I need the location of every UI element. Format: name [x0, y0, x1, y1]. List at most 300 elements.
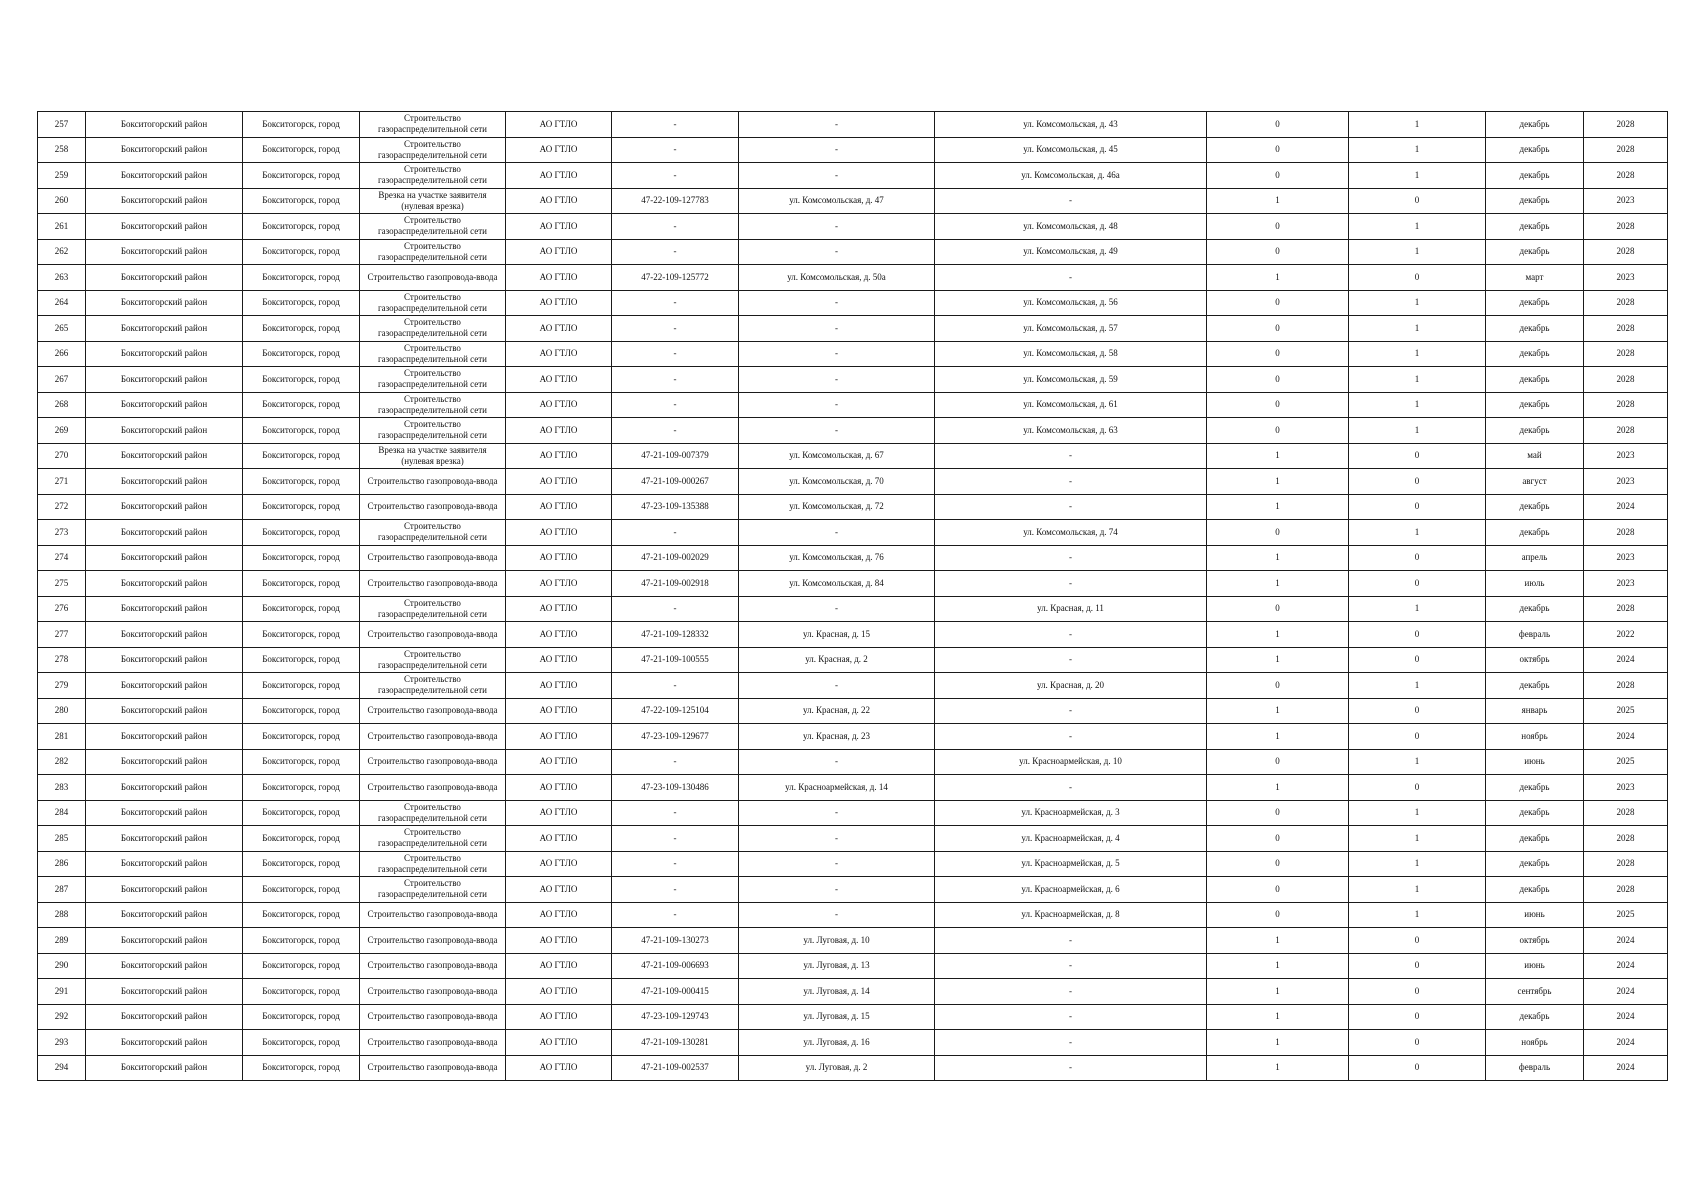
- network-address-cell: ул. Красноармейская, д. 5: [935, 851, 1207, 877]
- work-type-cell: Строительство газопровода-ввода: [360, 979, 506, 1005]
- row-number-cell: 282: [38, 749, 86, 775]
- count-network-cell: 1: [1349, 214, 1486, 240]
- month-cell: декабрь: [1486, 520, 1584, 546]
- count-network-cell: 0: [1349, 545, 1486, 571]
- work-type-cell: Строительство газораспределительной сети: [360, 112, 506, 138]
- organization-cell: АО ГТЛО: [506, 902, 612, 928]
- district-cell: Бокситогорский район: [86, 520, 243, 546]
- year-cell: 2023: [1584, 775, 1668, 801]
- applicant-address-cell: -: [739, 239, 935, 265]
- row-number-cell: 284: [38, 800, 86, 826]
- work-type-cell: Строительство газораспределительной сети: [360, 316, 506, 342]
- applicant-address-cell: ул. Комсомольская, д. 47: [739, 188, 935, 214]
- year-cell: 2028: [1584, 214, 1668, 240]
- locality-cell: Бокситогорск, город: [243, 851, 360, 877]
- count-network-cell: 0: [1349, 494, 1486, 520]
- table-row: [38, 520, 1668, 546]
- month-cell: декабрь: [1486, 775, 1584, 801]
- count-input-cell: 1: [1207, 1055, 1349, 1081]
- row-number-cell: 287: [38, 877, 86, 903]
- count-network-cell: 0: [1349, 1030, 1486, 1056]
- month-cell: февраль: [1486, 622, 1584, 648]
- applicant-address-cell: ул. Луговая, д. 15: [739, 1004, 935, 1030]
- organization-cell: АО ГТЛО: [506, 979, 612, 1005]
- row-number-cell: 258: [38, 137, 86, 163]
- network-address-cell: ул. Комсомольская, д. 43: [935, 112, 1207, 138]
- applicant-address-cell: -: [739, 290, 935, 316]
- year-cell: 2024: [1584, 979, 1668, 1005]
- year-cell: 2028: [1584, 290, 1668, 316]
- work-type-cell: Строительство газопровода-ввода: [360, 1004, 506, 1030]
- application-number-cell: -: [612, 596, 739, 622]
- network-address-cell: ул. Комсомольская, д. 46а: [935, 163, 1207, 189]
- network-address-cell: -: [935, 494, 1207, 520]
- count-network-cell: 1: [1349, 418, 1486, 444]
- network-address-cell: -: [935, 698, 1207, 724]
- count-network-cell: 0: [1349, 647, 1486, 673]
- application-number-cell: 47-21-109-007379: [612, 443, 739, 469]
- table-row: [38, 902, 1668, 928]
- count-network-cell: 1: [1349, 163, 1486, 189]
- month-cell: декабрь: [1486, 290, 1584, 316]
- month-cell: июль: [1486, 571, 1584, 597]
- application-number-cell: -: [612, 877, 739, 903]
- organization-cell: АО ГТЛО: [506, 341, 612, 367]
- year-cell: 2024: [1584, 724, 1668, 750]
- district-cell: Бокситогорский район: [86, 647, 243, 673]
- row-number-cell: 278: [38, 647, 86, 673]
- table-row: [38, 775, 1668, 801]
- month-cell: декабрь: [1486, 392, 1584, 418]
- row-number-cell: 277: [38, 622, 86, 648]
- work-type-cell: Строительство газопровода-ввода: [360, 622, 506, 648]
- row-number-cell: 265: [38, 316, 86, 342]
- organization-cell: АО ГТЛО: [506, 1030, 612, 1056]
- year-cell: 2028: [1584, 163, 1668, 189]
- work-type-cell: Строительство газораспределительной сети: [360, 673, 506, 699]
- count-input-cell: 0: [1207, 520, 1349, 546]
- count-input-cell: 1: [1207, 928, 1349, 954]
- year-cell: 2024: [1584, 647, 1668, 673]
- locality-cell: Бокситогорск, город: [243, 724, 360, 750]
- count-network-cell: 1: [1349, 826, 1486, 852]
- locality-cell: Бокситогорск, город: [243, 826, 360, 852]
- month-cell: декабрь: [1486, 367, 1584, 393]
- network-address-cell: ул. Комсомольская, д. 48: [935, 214, 1207, 240]
- year-cell: 2024: [1584, 1004, 1668, 1030]
- year-cell: 2028: [1584, 112, 1668, 138]
- table-row: [38, 622, 1668, 648]
- row-number-cell: 291: [38, 979, 86, 1005]
- count-input-cell: 0: [1207, 902, 1349, 928]
- organization-cell: АО ГТЛО: [506, 265, 612, 291]
- count-input-cell: 1: [1207, 188, 1349, 214]
- count-network-cell: 1: [1349, 367, 1486, 393]
- locality-cell: Бокситогорск, город: [243, 214, 360, 240]
- year-cell: 2025: [1584, 749, 1668, 775]
- table-row: [38, 851, 1668, 877]
- applicant-address-cell: -: [739, 137, 935, 163]
- month-cell: март: [1486, 265, 1584, 291]
- row-number-cell: 269: [38, 418, 86, 444]
- applicant-address-cell: -: [739, 392, 935, 418]
- applicant-address-cell: -: [739, 851, 935, 877]
- row-number-cell: 264: [38, 290, 86, 316]
- district-cell: Бокситогорский район: [86, 775, 243, 801]
- month-cell: декабрь: [1486, 418, 1584, 444]
- row-number-cell: 257: [38, 112, 86, 138]
- month-cell: декабрь: [1486, 239, 1584, 265]
- work-type-cell: Строительство газораспределительной сети: [360, 826, 506, 852]
- district-cell: Бокситогорский район: [86, 698, 243, 724]
- district-cell: Бокситогорский район: [86, 800, 243, 826]
- count-input-cell: 1: [1207, 265, 1349, 291]
- year-cell: 2028: [1584, 392, 1668, 418]
- network-address-cell: -: [935, 928, 1207, 954]
- year-cell: 2028: [1584, 673, 1668, 699]
- count-input-cell: 0: [1207, 826, 1349, 852]
- count-input-cell: 0: [1207, 214, 1349, 240]
- table-row: [38, 1055, 1668, 1081]
- count-input-cell: 0: [1207, 851, 1349, 877]
- network-address-cell: ул. Комсомольская, д. 63: [935, 418, 1207, 444]
- application-number-cell: -: [612, 520, 739, 546]
- locality-cell: Бокситогорск, город: [243, 979, 360, 1005]
- network-address-cell: ул. Комсомольская, д. 61: [935, 392, 1207, 418]
- count-network-cell: 1: [1349, 239, 1486, 265]
- work-type-cell: Строительство газопровода-ввода: [360, 698, 506, 724]
- organization-cell: АО ГТЛО: [506, 469, 612, 495]
- work-type-cell: Строительство газораспределительной сети: [360, 163, 506, 189]
- district-cell: Бокситогорский район: [86, 953, 243, 979]
- application-number-cell: 47-21-109-000267: [612, 469, 739, 495]
- year-cell: 2028: [1584, 596, 1668, 622]
- district-cell: Бокситогорский район: [86, 341, 243, 367]
- locality-cell: Бокситогорск, город: [243, 953, 360, 979]
- work-type-cell: Строительство газопровода-ввода: [360, 469, 506, 495]
- count-network-cell: 0: [1349, 188, 1486, 214]
- count-input-cell: 1: [1207, 724, 1349, 750]
- applicant-address-cell: ул. Красная, д. 15: [739, 622, 935, 648]
- month-cell: декабрь: [1486, 137, 1584, 163]
- year-cell: 2024: [1584, 1030, 1668, 1056]
- applicant-address-cell: ул. Луговая, д. 13: [739, 953, 935, 979]
- count-input-cell: 0: [1207, 112, 1349, 138]
- count-network-cell: 1: [1349, 902, 1486, 928]
- table-row: [38, 826, 1668, 852]
- network-address-cell: ул. Комсомольская, д. 49: [935, 239, 1207, 265]
- locality-cell: Бокситогорск, город: [243, 571, 360, 597]
- network-address-cell: ул. Комсомольская, д. 57: [935, 316, 1207, 342]
- work-type-cell: Строительство газопровода-ввода: [360, 902, 506, 928]
- network-address-cell: -: [935, 443, 1207, 469]
- district-cell: Бокситогорский район: [86, 928, 243, 954]
- count-input-cell: 0: [1207, 596, 1349, 622]
- applicant-address-cell: -: [739, 367, 935, 393]
- network-address-cell: ул. Красноармейская, д. 3: [935, 800, 1207, 826]
- year-cell: 2023: [1584, 469, 1668, 495]
- applicant-address-cell: -: [739, 163, 935, 189]
- count-network-cell: 0: [1349, 953, 1486, 979]
- row-number-cell: 268: [38, 392, 86, 418]
- district-cell: Бокситогорский район: [86, 367, 243, 393]
- year-cell: 2023: [1584, 571, 1668, 597]
- work-type-cell: Строительство газораспределительной сети: [360, 851, 506, 877]
- count-input-cell: 1: [1207, 1030, 1349, 1056]
- locality-cell: Бокситогорск, город: [243, 265, 360, 291]
- district-cell: Бокситогорский район: [86, 239, 243, 265]
- locality-cell: Бокситогорск, город: [243, 673, 360, 699]
- organization-cell: АО ГТЛО: [506, 188, 612, 214]
- month-cell: декабрь: [1486, 214, 1584, 240]
- application-number-cell: -: [612, 902, 739, 928]
- district-cell: Бокситогорский район: [86, 622, 243, 648]
- organization-cell: АО ГТЛО: [506, 953, 612, 979]
- row-number-cell: 263: [38, 265, 86, 291]
- application-number-cell: -: [612, 214, 739, 240]
- organization-cell: АО ГТЛО: [506, 698, 612, 724]
- month-cell: ноябрь: [1486, 724, 1584, 750]
- organization-cell: АО ГТЛО: [506, 571, 612, 597]
- count-input-cell: 0: [1207, 877, 1349, 903]
- application-number-cell: -: [612, 316, 739, 342]
- row-number-cell: 285: [38, 826, 86, 852]
- district-cell: Бокситогорский район: [86, 749, 243, 775]
- applicant-address-cell: ул. Красноармейская, д. 14: [739, 775, 935, 801]
- district-cell: Бокситогорский район: [86, 724, 243, 750]
- locality-cell: Бокситогорск, город: [243, 316, 360, 342]
- count-input-cell: 0: [1207, 137, 1349, 163]
- organization-cell: АО ГТЛО: [506, 724, 612, 750]
- count-network-cell: 0: [1349, 1004, 1486, 1030]
- district-cell: Бокситогорский район: [86, 418, 243, 444]
- table-row: [38, 1004, 1668, 1030]
- work-type-cell: Строительство газораспределительной сети: [360, 367, 506, 393]
- work-type-cell: Строительство газораспределительной сети: [360, 137, 506, 163]
- year-cell: 2028: [1584, 851, 1668, 877]
- work-type-cell: Строительство газораспределительной сети: [360, 418, 506, 444]
- locality-cell: Бокситогорск, город: [243, 469, 360, 495]
- year-cell: 2028: [1584, 418, 1668, 444]
- applicant-address-cell: -: [739, 596, 935, 622]
- network-address-cell: -: [935, 953, 1207, 979]
- application-number-cell: -: [612, 392, 739, 418]
- organization-cell: АО ГТЛО: [506, 112, 612, 138]
- table-row: [38, 265, 1668, 291]
- row-number-cell: 279: [38, 673, 86, 699]
- applicant-address-cell: ул. Комсомольская, д. 72: [739, 494, 935, 520]
- locality-cell: Бокситогорск, город: [243, 545, 360, 571]
- year-cell: 2024: [1584, 928, 1668, 954]
- count-network-cell: 0: [1349, 979, 1486, 1005]
- row-number-cell: 286: [38, 851, 86, 877]
- district-cell: Бокситогорский район: [86, 392, 243, 418]
- count-input-cell: 0: [1207, 749, 1349, 775]
- row-number-cell: 292: [38, 1004, 86, 1030]
- organization-cell: АО ГТЛО: [506, 290, 612, 316]
- row-number-cell: 272: [38, 494, 86, 520]
- month-cell: август: [1486, 469, 1584, 495]
- table-row: [38, 953, 1668, 979]
- applicant-address-cell: -: [739, 214, 935, 240]
- count-network-cell: 1: [1349, 673, 1486, 699]
- district-cell: Бокситогорский район: [86, 1030, 243, 1056]
- applicant-address-cell: -: [739, 673, 935, 699]
- count-input-cell: 0: [1207, 163, 1349, 189]
- work-type-cell: Врезка на участке заявителя (нулевая врезка): [360, 443, 506, 469]
- count-network-cell: 0: [1349, 928, 1486, 954]
- locality-cell: Бокситогорск, город: [243, 749, 360, 775]
- year-cell: 2028: [1584, 137, 1668, 163]
- organization-cell: АО ГТЛО: [506, 545, 612, 571]
- district-cell: Бокситогорский район: [86, 188, 243, 214]
- year-cell: 2028: [1584, 239, 1668, 265]
- table-row: [38, 673, 1668, 699]
- count-input-cell: 0: [1207, 341, 1349, 367]
- table-row: [38, 800, 1668, 826]
- count-network-cell: 1: [1349, 316, 1486, 342]
- district-cell: Бокситогорский район: [86, 851, 243, 877]
- application-number-cell: -: [612, 239, 739, 265]
- applicant-address-cell: -: [739, 112, 935, 138]
- year-cell: 2028: [1584, 826, 1668, 852]
- application-number-cell: -: [612, 112, 739, 138]
- locality-cell: Бокситогорск, город: [243, 290, 360, 316]
- locality-cell: Бокситогорск, город: [243, 520, 360, 546]
- organization-cell: АО ГТЛО: [506, 316, 612, 342]
- organization-cell: АО ГТЛО: [506, 392, 612, 418]
- year-cell: 2023: [1584, 443, 1668, 469]
- applicant-address-cell: -: [739, 520, 935, 546]
- network-address-cell: ул. Комсомольская, д. 58: [935, 341, 1207, 367]
- count-input-cell: 1: [1207, 545, 1349, 571]
- count-input-cell: 0: [1207, 290, 1349, 316]
- month-cell: декабрь: [1486, 826, 1584, 852]
- row-number-cell: 266: [38, 341, 86, 367]
- application-number-cell: -: [612, 367, 739, 393]
- applicant-address-cell: ул. Луговая, д. 16: [739, 1030, 935, 1056]
- month-cell: декабрь: [1486, 596, 1584, 622]
- applicant-address-cell: ул. Красная, д. 2: [739, 647, 935, 673]
- count-network-cell: 1: [1349, 392, 1486, 418]
- network-address-cell: ул. Комсомольская, д. 59: [935, 367, 1207, 393]
- locality-cell: Бокситогорск, город: [243, 622, 360, 648]
- locality-cell: Бокситогорск, город: [243, 1030, 360, 1056]
- count-input-cell: 1: [1207, 622, 1349, 648]
- locality-cell: Бокситогорск, город: [243, 877, 360, 903]
- year-cell: 2023: [1584, 188, 1668, 214]
- table-row: [38, 290, 1668, 316]
- count-network-cell: 0: [1349, 469, 1486, 495]
- table-row: [38, 979, 1668, 1005]
- count-network-cell: 0: [1349, 571, 1486, 597]
- locality-cell: Бокситогорск, город: [243, 367, 360, 393]
- work-type-cell: Врезка на участке заявителя (нулевая врезка): [360, 188, 506, 214]
- application-number-cell: 47-21-109-002537: [612, 1055, 739, 1081]
- network-address-cell: ул. Красная, д. 11: [935, 596, 1207, 622]
- row-number-cell: 290: [38, 953, 86, 979]
- network-address-cell: -: [935, 724, 1207, 750]
- applicant-address-cell: ул. Луговая, д. 14: [739, 979, 935, 1005]
- table-row: [38, 494, 1668, 520]
- locality-cell: Бокситогорск, город: [243, 647, 360, 673]
- application-number-cell: -: [612, 673, 739, 699]
- table-row: [38, 137, 1668, 163]
- table-row: [38, 724, 1668, 750]
- month-cell: февраль: [1486, 1055, 1584, 1081]
- locality-cell: Бокситогорск, город: [243, 698, 360, 724]
- count-input-cell: 1: [1207, 469, 1349, 495]
- work-type-cell: Строительство газопровода-ввода: [360, 749, 506, 775]
- table-row: [38, 112, 1668, 138]
- row-number-cell: 275: [38, 571, 86, 597]
- year-cell: 2028: [1584, 316, 1668, 342]
- application-number-cell: 47-21-109-006693: [612, 953, 739, 979]
- applicant-address-cell: ул. Комсомольская, д. 67: [739, 443, 935, 469]
- network-address-cell: -: [935, 1030, 1207, 1056]
- count-input-cell: 1: [1207, 647, 1349, 673]
- year-cell: 2023: [1584, 545, 1668, 571]
- locality-cell: Бокситогорск, город: [243, 775, 360, 801]
- application-number-cell: -: [612, 749, 739, 775]
- application-number-cell: -: [612, 341, 739, 367]
- application-number-cell: -: [612, 418, 739, 444]
- network-address-cell: -: [935, 622, 1207, 648]
- organization-cell: АО ГТЛО: [506, 239, 612, 265]
- organization-cell: АО ГТЛО: [506, 877, 612, 903]
- table-row: [38, 596, 1668, 622]
- district-cell: Бокситогорский район: [86, 469, 243, 495]
- month-cell: июнь: [1486, 902, 1584, 928]
- locality-cell: Бокситогорск, город: [243, 800, 360, 826]
- year-cell: 2028: [1584, 877, 1668, 903]
- network-address-cell: -: [935, 545, 1207, 571]
- work-type-cell: Строительство газораспределительной сети: [360, 647, 506, 673]
- month-cell: октябрь: [1486, 928, 1584, 954]
- application-number-cell: 47-21-109-002918: [612, 571, 739, 597]
- applicant-address-cell: -: [739, 749, 935, 775]
- count-input-cell: 1: [1207, 571, 1349, 597]
- count-network-cell: 1: [1349, 596, 1486, 622]
- row-number-cell: 289: [38, 928, 86, 954]
- applicant-address-cell: ул. Красная, д. 22: [739, 698, 935, 724]
- organization-cell: АО ГТЛО: [506, 443, 612, 469]
- work-type-cell: Строительство газопровода-ввода: [360, 265, 506, 291]
- applicant-address-cell: -: [739, 800, 935, 826]
- row-number-cell: 283: [38, 775, 86, 801]
- application-number-cell: -: [612, 163, 739, 189]
- work-type-cell: Строительство газораспределительной сети: [360, 800, 506, 826]
- organization-cell: АО ГТЛО: [506, 367, 612, 393]
- network-address-cell: ул. Комсомольская, д. 45: [935, 137, 1207, 163]
- table-row: [38, 749, 1668, 775]
- year-cell: 2024: [1584, 494, 1668, 520]
- month-cell: май: [1486, 443, 1584, 469]
- application-number-cell: 47-23-109-130486: [612, 775, 739, 801]
- application-number-cell: -: [612, 290, 739, 316]
- district-cell: Бокситогорский район: [86, 902, 243, 928]
- organization-cell: АО ГТЛО: [506, 928, 612, 954]
- applicant-address-cell: -: [739, 316, 935, 342]
- applicant-address-cell: -: [739, 902, 935, 928]
- row-number-cell: 293: [38, 1030, 86, 1056]
- month-cell: декабрь: [1486, 112, 1584, 138]
- applicant-address-cell: ул. Комсомольская, д. 50а: [739, 265, 935, 291]
- count-network-cell: 0: [1349, 724, 1486, 750]
- organization-cell: АО ГТЛО: [506, 1004, 612, 1030]
- applicant-address-cell: ул. Луговая, д. 2: [739, 1055, 935, 1081]
- organization-cell: АО ГТЛО: [506, 622, 612, 648]
